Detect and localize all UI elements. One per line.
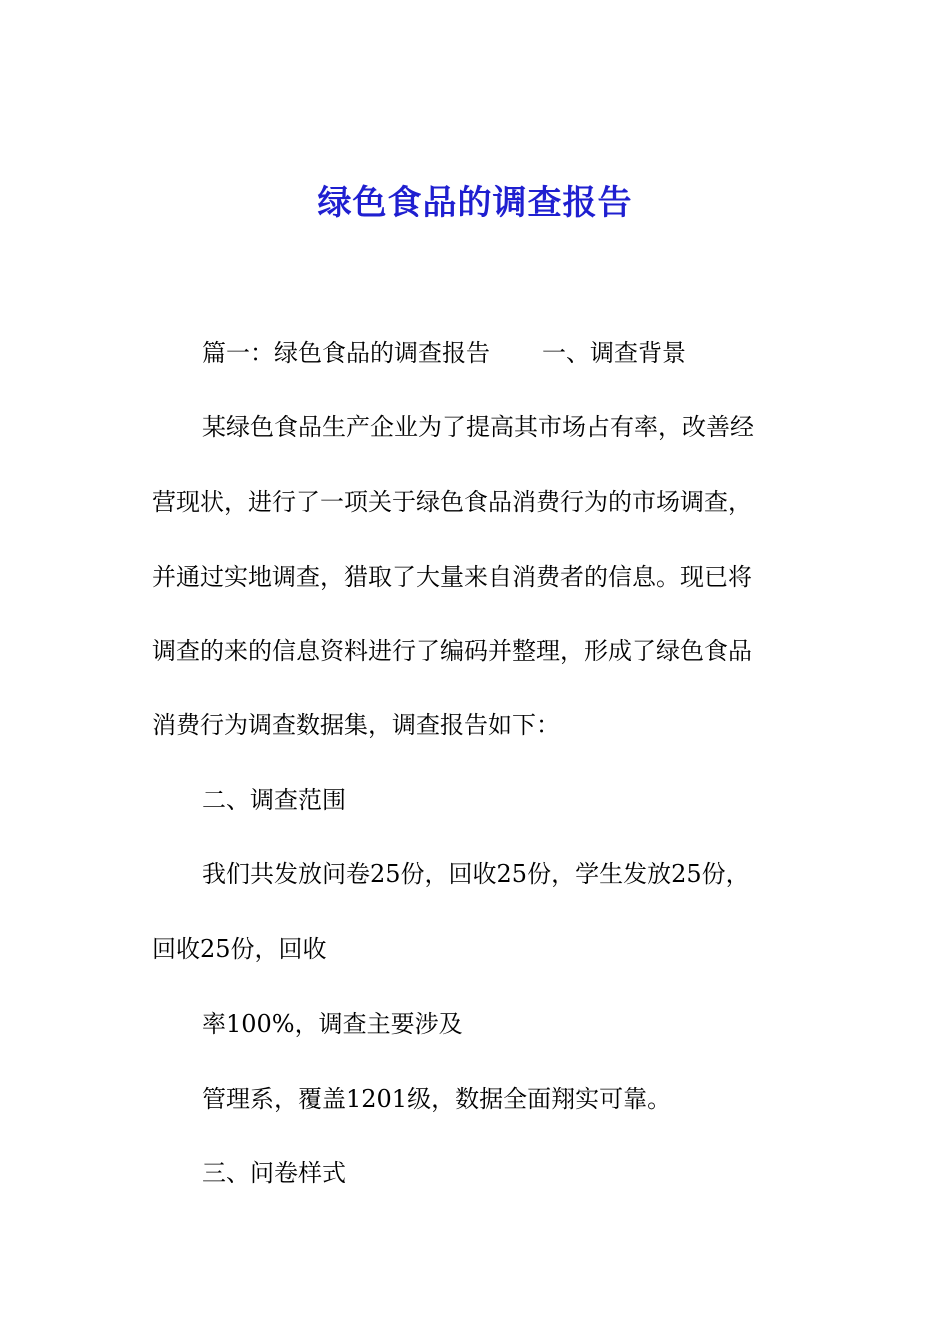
section-heading-scope: 二、调查范围 [202,786,346,814]
paragraph-line: 并通过实地调查，猎取了大量来自消费者的信息。现已将 [152,563,752,591]
paragraph-line: 消费行为调查数据集，调查报告如下： [152,711,560,739]
paragraph-line: 我们共发放问卷25份，回收25份，学生发放25份， [202,860,750,888]
section-heading-line [202,336,686,370]
paragraph-line: 率100%，调查主要涉及 [202,1010,463,1038]
article-heading: 篇一：绿色食品的调查报告 [202,339,490,367]
paragraph-line: 某绿色食品生产企业为了提高其市场占有率，改善经 [202,413,754,441]
paragraph-line: 管理系，覆盖1201级，数据全面翔实可靠。 [202,1085,672,1113]
section-heading-background: 一、调查背景 [542,339,686,367]
paragraph-line: 调查的来的信息资料进行了编码并整理，形成了绿色食品 [152,637,752,665]
paragraph-line: 回收25份，回收 [152,935,327,963]
paragraph-line: 营现状，进行了一项关于绿色食品消费行为的市场调查， [152,488,752,516]
document-title: 绿色食品的调查报告 [317,183,633,223]
section-heading-questionnaire: 三、问卷样式 [202,1159,346,1187]
